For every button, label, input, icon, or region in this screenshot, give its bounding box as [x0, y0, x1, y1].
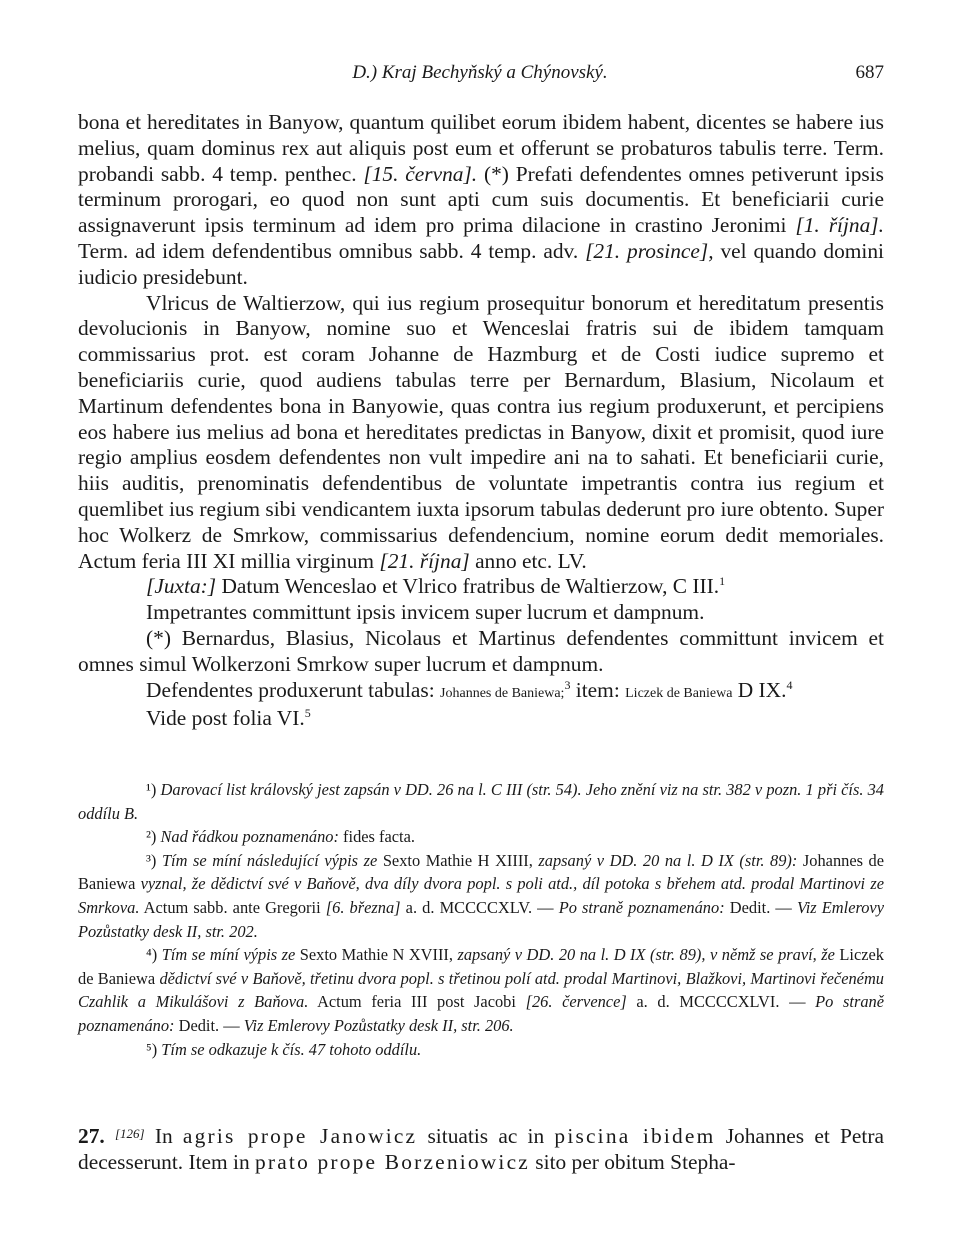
spaced-text: agris prope Janowicz — [182, 1124, 418, 1148]
footnote-2 — [78, 825, 884, 849]
footnote-text: fides facta. — [338, 827, 415, 847]
date-gloss: [21. října] — [379, 548, 470, 573]
folio-reference: [126] — [114, 1126, 145, 1141]
text-run: sito per obitum Stepha- — [529, 1149, 736, 1174]
footnote-text: dědictví své v Baňově, třetinu dvora popl. s třetinou polí atd. prodal Martinovi, Blažkovi, Martinovi řečenému Czahlik a Mikulášovi z Baňova. — [78, 968, 884, 1012]
text-run: bona et hereditates in Banyow, quantum quilibet eorum ibidem habent, dicentes se habere ius melius, quam dominus rex aut aliquis post eum et offerunt se probaturos tabulis terre. Term. probandi sabb. 4 temp. penthec. — [78, 110, 884, 186]
footnote-text: [26. července] — [525, 992, 627, 1012]
footnote-text: Johannes de Baniewa — [78, 850, 885, 894]
text-run: (*) Bernardus, Blasius, Nicolaus et Martinus defendentes committunt invicem et omnes simul Wolkerzoni Smrkow super lucrum et dampnum. — [78, 625, 884, 676]
footnote-text: Sexto Mathie N XVIII, — [295, 945, 458, 965]
footnote-ref: 3 — [564, 677, 571, 692]
footnote-text: Viz Emlerovy Pozůstatky desk II, str. 206. — [243, 1015, 514, 1035]
footnote-text: Dedit. — — [724, 897, 797, 917]
text-run: vel quando domini iudicio presidebunt. — [78, 238, 884, 289]
footnote-ref: 4 — [786, 677, 793, 692]
spaced-text: piscina ibidem — [554, 1124, 716, 1148]
footnote-text: Liczek de Baniewa — [78, 945, 884, 988]
footnote-text: zapsaný v DD. 20 na l. D IX (str. 89): — [538, 850, 798, 870]
paragraph-7 — [78, 706, 884, 732]
footnote-text: Tím se míní následující výpis ze — [161, 850, 378, 870]
text-run: D IX. — [732, 677, 787, 702]
footnote-text: Viz Emlerovy Pozůstatky desk II, str. 202. — [78, 897, 884, 941]
footnote-ref: 5 — [304, 706, 311, 721]
main-text — [78, 110, 884, 732]
footnote-text: Actum feria III post Jacobi — [308, 992, 526, 1012]
footnote-text: Po straně poznamenáno: — [78, 992, 884, 1035]
text-run: Defendentes produxerunt tabulas: — [146, 677, 441, 702]
text-run: Impetrantes committunt ipsis invicem super lucrum et dampnum. — [146, 600, 705, 625]
footnote-text: Actum sabb. ante Gregorii — [139, 897, 326, 917]
text-run: item: — [570, 677, 626, 702]
date-gloss: [21. prosince], — [585, 238, 714, 263]
footnote-text: Nad řádkou poznamenáno: — [160, 827, 339, 847]
footnote-text: zapsaný v DD. 20 na l. D IX (str. 89), v němž se praví, že — [457, 945, 835, 965]
footnote-text: Darovací list královský jest zapsán v DD. 26 na l. C III (str. 54). Jeho znění viz na str. 382 v pozn. 1 při čís. 34 oddílu B. — [78, 780, 884, 823]
footnote-text: Dedit. — — [174, 1015, 244, 1035]
footnote-mark: ³) — [146, 850, 157, 870]
footnote-text: a. d. MCCCCXLVI. — — [626, 992, 816, 1012]
footnote-text: Tím se míní výpis ze — [161, 945, 296, 965]
footnotes — [78, 778, 884, 1061]
entry-number: 27. — [78, 1124, 105, 1148]
spaced-text: prato prope Borzeniowicz — [255, 1149, 530, 1174]
text-run: Vlricus de Waltierzow, qui ius regium prosequitur bonorum et hereditatum presentis devolucionis in Banyow, nomine suo et Wenceslai fratris sui de ibidem tamquam commissarius prot. est coram Johanne de Hazmburg et de Costi iudice supremo et beneficiariis curie, quod audiens tabulas terre per Bernardum, Blasium, Nicolaum et Martinum defendentes bona in Banyowie, quas contra ius regium produxerunt, et percipiens eos habere ius melius ad bona et hereditates predictas in Banyow, dixit et promisit, quod iure regio amplius eosdem defendentes non vult impedire ani na to sahati. Et beneficiarii curie, hiis auditis, prenominatis defendentibus de voluntate impetrantis contra ius regium et quemlibet ius regium sibi vendicantem iuxta ipsorum tabulas dederunt pro iure obtento. Super hoc Wolkerz de Smrkow, commissarius defendencium, nomine eorum dedit memoriales. Actum feria III XI millia virginum — [78, 290, 884, 573]
text-run: Vide post folia VI. — [146, 706, 305, 731]
date-gloss: [15. června]. — [363, 161, 478, 186]
text-run: Johannes et Petra decesserunt. Item in — [78, 1124, 884, 1174]
footnote-1 — [78, 778, 884, 825]
footnote-ref: 1 — [719, 574, 726, 589]
footnote-text: [6. března] — [325, 897, 401, 917]
text-run: anno etc. LV. — [469, 548, 587, 573]
footnote-mark: ²) — [146, 827, 157, 847]
footnote-mark: ¹) — [146, 780, 157, 799]
footnote-mark: ⁵) — [146, 1039, 158, 1059]
quoted-name: Liczek de Baniewa — [625, 685, 733, 701]
text-run: Datum Wenceslao et Vlrico fratribus de Waltierzow, C III. — [216, 574, 720, 599]
entry-27 — [78, 1121, 884, 1176]
footnote-text: Sexto Mathie H XIIII, — [377, 850, 539, 870]
footnote-text: vyznal, že dědictví své v Baňově, dva díly dvora popl. s poli atd., díl potoka s břehem atd. prodal Martinovi ze Smrkova. — [78, 874, 884, 917]
running-header — [0, 62, 960, 92]
quoted-name: Johannes de Baniewa; — [440, 685, 565, 701]
footnote-5 — [78, 1038, 884, 1062]
footnote-text: a. d. MCCCCXLV. — — [400, 897, 559, 917]
text-run: situatis ac in — [417, 1124, 555, 1148]
footnote-text: Tím se odkazuje k čís. 47 tohoto oddílu. — [161, 1039, 422, 1059]
page-number: 687 — [855, 62, 884, 83]
text-run: (*) Prefati defendentes omnes petiverunt ipsis terminum prorogari, eo quod non sunt apti cum suis documentis. Et beneficiarii curie assignaverunt ipsis terminum ad idem pro prima dilacione in crastino Jeronimi — [78, 161, 885, 238]
paragraph-5 — [78, 626, 884, 678]
footnote-3 — [78, 849, 884, 943]
paragraph-3 — [78, 574, 884, 600]
paragraph-4 — [78, 600, 884, 626]
paragraph-6 — [78, 678, 884, 707]
juxta-note: [Juxta:] — [146, 574, 217, 599]
text-run: Term. ad idem defendentibus omnibus sabb. 4 temp. adv. — [78, 238, 586, 263]
text-run: In — [144, 1124, 183, 1148]
date-gloss: [1. října]. — [795, 213, 884, 238]
footnote-4 — [78, 943, 884, 1037]
paragraph-2 — [78, 291, 884, 575]
footnote-mark: ⁴) — [146, 945, 158, 965]
running-title: D.) Kraj Bechyňský a Chýnovský. — [352, 62, 608, 83]
paragraph-1 — [78, 110, 884, 291]
footnote-text: Po straně poznamenáno: — [558, 897, 725, 917]
